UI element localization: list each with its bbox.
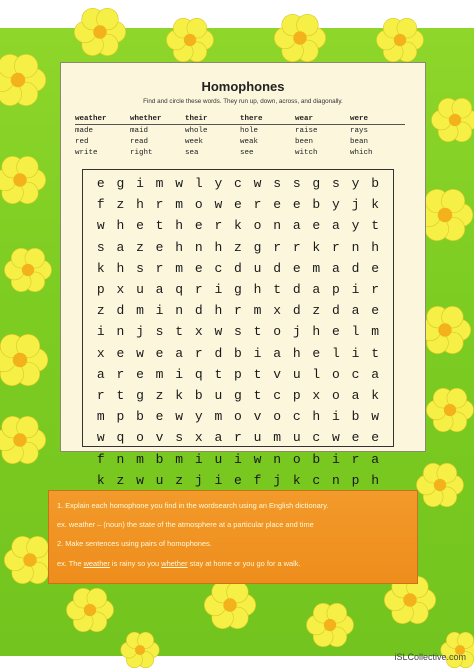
grid-row: [83, 448, 393, 469]
grid-letter: k: [312, 239, 321, 255]
grid-letter: r: [96, 387, 105, 403]
grid-letter: u: [253, 260, 262, 276]
grid-letter: c: [214, 260, 223, 276]
grid-letter: a: [351, 387, 360, 403]
grid-letter: x: [273, 303, 282, 319]
grid-letter: s: [292, 176, 301, 192]
grid-letter: j: [194, 472, 203, 488]
grid-letter: n: [273, 451, 282, 467]
grid-letter: h: [116, 218, 125, 234]
grid-letter: r: [234, 303, 242, 319]
grid-letter: u: [253, 430, 262, 446]
grid-letter: e: [194, 218, 203, 234]
word-cell: made: [75, 126, 94, 135]
grid-letter: r: [292, 239, 301, 255]
grid-letter: w: [214, 197, 223, 213]
grid-row: [83, 258, 393, 279]
word-cell: right: [130, 148, 153, 157]
grid-letter: u: [214, 451, 223, 467]
word-cell: see: [240, 148, 254, 157]
grid-letter: w: [214, 324, 223, 340]
word-list-table: [75, 113, 405, 158]
page-title: Homophones: [201, 79, 285, 94]
grid-letter: e: [273, 197, 282, 213]
grid-letter: r: [214, 218, 223, 234]
grid-letter: o: [292, 451, 301, 467]
grid-letter: l: [332, 345, 340, 361]
grid-letter: b: [234, 345, 242, 361]
grid-letter: h: [136, 197, 144, 213]
word-cell: weak: [240, 137, 259, 146]
word-cell: raise: [295, 126, 318, 135]
grid-row: [83, 427, 393, 448]
grid-letter: h: [175, 239, 184, 255]
grid-letter: o: [332, 387, 340, 403]
grid-letter: q: [194, 366, 203, 382]
grid-letter: a: [371, 451, 380, 467]
grid-letter: g: [116, 176, 125, 192]
grid-letter: o: [332, 366, 340, 382]
grid-letter: d: [214, 345, 223, 361]
word-cell: hole: [240, 126, 259, 135]
word-cell: whole: [185, 126, 208, 135]
grid-letter: r: [194, 282, 203, 298]
grid-letter: b: [371, 176, 380, 192]
grid-letter: t: [253, 324, 262, 340]
grid-letter: b: [312, 197, 321, 213]
grid-letter: m: [312, 260, 321, 276]
word-cell: red: [75, 137, 89, 146]
grid-letter: m: [175, 451, 184, 467]
grid-letter: e: [332, 324, 340, 340]
grid-letter: u: [292, 430, 301, 446]
word-cell: which: [350, 148, 373, 157]
grid-letter: a: [116, 239, 125, 255]
grid-letter: h: [116, 260, 125, 276]
grid-letter: w: [96, 218, 105, 234]
word-cell: sea: [185, 148, 199, 157]
grid-letter: m: [136, 451, 144, 467]
grid-letter: z: [312, 303, 321, 319]
grid-letter: i: [155, 303, 164, 319]
task-box: [48, 490, 418, 584]
grid-letter: i: [234, 451, 242, 467]
grid-letter: l: [312, 366, 321, 382]
grid-letter: t: [155, 218, 164, 234]
grid-letter: i: [351, 345, 360, 361]
example-text: ex. The: [57, 559, 84, 568]
grid-letter: f: [253, 472, 262, 488]
grid-letter: h: [312, 409, 321, 425]
grid-letter: z: [136, 239, 144, 255]
grid-letter: z: [116, 472, 125, 488]
grid-letter: s: [175, 430, 184, 446]
wordsearch-card: [60, 62, 426, 488]
grid-letter: n: [116, 451, 125, 467]
grid-letter: e: [292, 197, 301, 213]
grid-letter: a: [312, 282, 321, 298]
word-cell: witch: [295, 148, 318, 157]
grid-row: [83, 279, 393, 300]
grid-letter: w: [253, 451, 262, 467]
grid-letter: i: [332, 409, 340, 425]
grid-letter: d: [273, 260, 282, 276]
grid-letter: g: [136, 387, 144, 403]
grid-letter: t: [214, 366, 223, 382]
grid-letter: a: [273, 345, 282, 361]
grid-row: [83, 194, 393, 215]
grid-letter: i: [175, 366, 184, 382]
grid-letter: c: [292, 409, 301, 425]
word-cell: rays: [350, 126, 369, 135]
grid-letter: a: [351, 303, 360, 319]
grid-letter: a: [332, 218, 340, 234]
grid-letter: i: [96, 324, 105, 340]
grid-row: [83, 237, 393, 258]
grid-letter: t: [175, 324, 184, 340]
grid-letter: h: [214, 303, 223, 319]
grid-letter: m: [175, 197, 184, 213]
grid-letter: o: [234, 409, 242, 425]
grid-letter: x: [312, 387, 321, 403]
grid-letter: r: [371, 282, 380, 298]
instructions-text: Find and circle these words. They run up, down, across, and diagonally.: [143, 98, 343, 105]
grid-letter: w: [332, 430, 340, 446]
grid-letter: j: [351, 197, 360, 213]
grid-letter: f: [96, 451, 105, 467]
grid-letter: e: [371, 260, 380, 276]
task-1-example: ex. weather – (noun) the state of the atmosphere at a particular place and time: [57, 520, 314, 529]
example-text: stay at home or you go for a walk.: [187, 559, 301, 568]
grid-letter: d: [332, 303, 340, 319]
grid-letter: y: [214, 176, 223, 192]
grid-letter: o: [273, 324, 282, 340]
grid-letter: u: [155, 472, 164, 488]
grid-letter: r: [155, 197, 164, 213]
grid-letter: k: [96, 472, 105, 488]
word-cell: bean: [350, 137, 369, 146]
word-cell: maid: [130, 126, 149, 135]
grid-letter: i: [136, 176, 144, 192]
grid-letter: k: [96, 260, 105, 276]
grid-letter: e: [155, 239, 164, 255]
grid-letter: m: [371, 324, 380, 340]
grid-letter: e: [234, 197, 242, 213]
word-header: weather: [75, 113, 130, 125]
example-text: is rainy so you: [109, 559, 162, 568]
grid-letter: g: [234, 387, 242, 403]
grid-letter: t: [253, 366, 262, 382]
word-cell: week: [185, 137, 204, 146]
grid-letter: c: [234, 176, 242, 192]
grid-letter: s: [96, 239, 105, 255]
grid-letter: b: [351, 409, 360, 425]
grid-letter: l: [351, 324, 360, 340]
grid-letter: a: [371, 366, 380, 382]
grid-letter: c: [312, 472, 321, 488]
grid-letter: o: [253, 218, 262, 234]
grid-letter: p: [351, 472, 360, 488]
grid-letter: m: [214, 409, 223, 425]
grid-letter: v: [155, 430, 164, 446]
grid-letter: i: [214, 282, 223, 298]
word-row: [75, 136, 405, 147]
grid-letter: z: [175, 472, 184, 488]
grid-letter: z: [116, 197, 125, 213]
grid-letter: j: [273, 472, 282, 488]
grid-letter: p: [116, 409, 125, 425]
grid-letter: x: [116, 282, 125, 298]
grid-letter: e: [155, 409, 164, 425]
grid-letter: w: [371, 409, 380, 425]
grid-letter: e: [312, 345, 321, 361]
grid-letter: k: [234, 218, 242, 234]
grid-letter: r: [155, 260, 164, 276]
grid-letter: a: [155, 282, 164, 298]
grid-letter: m: [253, 303, 262, 319]
grid-letter: e: [292, 260, 301, 276]
grid-letter: y: [194, 409, 203, 425]
example-underlined-word: whether: [161, 559, 188, 568]
grid-letter: x: [194, 430, 203, 446]
grid-letter: w: [175, 409, 184, 425]
grid-letter: c: [273, 387, 282, 403]
grid-letter: h: [214, 239, 223, 255]
word-cell: read: [130, 137, 149, 146]
grid-letter: i: [351, 282, 360, 298]
grid-letter: e: [155, 345, 164, 361]
grid-letter: k: [371, 387, 380, 403]
grid-letter: n: [273, 218, 282, 234]
grid-letter: t: [116, 387, 125, 403]
grid-letter: d: [351, 260, 360, 276]
grid-letter: b: [194, 387, 203, 403]
grid-letter: e: [136, 366, 144, 382]
grid-letter: h: [253, 282, 262, 298]
grid-letter: d: [292, 282, 301, 298]
grid-letter: k: [292, 472, 301, 488]
grid-letter: r: [116, 366, 125, 382]
grid-letter: e: [194, 260, 203, 276]
grid-letter: t: [371, 218, 380, 234]
grid-letter: r: [332, 239, 340, 255]
grid-letter: w: [175, 176, 184, 192]
grid-letter: i: [214, 472, 223, 488]
grid-letter: v: [253, 409, 262, 425]
grid-letter: m: [96, 409, 105, 425]
word-header: there: [240, 113, 295, 125]
grid-letter: m: [273, 430, 282, 446]
grid-letter: w: [96, 430, 105, 446]
grid-letter: e: [96, 176, 105, 192]
grid-letter: r: [253, 197, 262, 213]
grid-letter: r: [351, 451, 360, 467]
grid-letter: g: [234, 282, 242, 298]
grid-letter: h: [292, 345, 301, 361]
grid-letter: n: [175, 303, 184, 319]
grid-letter: o: [194, 197, 203, 213]
grid-letter: m: [155, 366, 164, 382]
grid-letter: d: [234, 260, 242, 276]
watermark: iSLCollective.com: [394, 652, 466, 662]
grid-letter: a: [292, 218, 301, 234]
grid-letter: z: [155, 387, 164, 403]
grid-letter: w: [136, 345, 144, 361]
word-header: wear: [295, 113, 350, 125]
grid-letter: e: [351, 430, 360, 446]
grid-letter: v: [273, 366, 282, 382]
grid-letter: u: [214, 387, 223, 403]
letter-grid: [82, 169, 394, 488]
grid-letter: o: [136, 430, 144, 446]
grid-row: [83, 470, 393, 491]
grid-letter: d: [194, 303, 203, 319]
grid-letter: s: [155, 324, 164, 340]
grid-row: [83, 173, 393, 194]
grid-letter: a: [96, 366, 105, 382]
grid-letter: s: [273, 176, 282, 192]
grid-letter: a: [214, 430, 223, 446]
example-underlined-word: weather: [83, 559, 110, 568]
word-cell: write: [75, 148, 98, 157]
grid-letter: h: [175, 218, 184, 234]
grid-letter: a: [175, 345, 184, 361]
grid-letter: p: [292, 387, 301, 403]
grid-row: [83, 364, 393, 385]
grid-letter: s: [234, 324, 242, 340]
grid-letter: e: [371, 430, 380, 446]
word-cell: been: [295, 137, 314, 146]
grid-letter: e: [234, 472, 242, 488]
grid-row: [83, 300, 393, 321]
grid-letter: k: [175, 387, 184, 403]
grid-letter: j: [292, 324, 301, 340]
grid-letter: d: [116, 303, 125, 319]
grid-letter: l: [194, 176, 203, 192]
word-row: [75, 147, 405, 158]
grid-letter: p: [96, 282, 105, 298]
grid-letter: x: [96, 345, 105, 361]
grid-letter: h: [371, 239, 380, 255]
grid-letter: g: [312, 176, 321, 192]
grid-letter: b: [136, 409, 144, 425]
word-header: whether: [130, 113, 185, 125]
grid-row: [83, 406, 393, 427]
grid-letter: f: [96, 197, 105, 213]
grid-letter: q: [175, 282, 184, 298]
grid-letter: c: [351, 366, 360, 382]
grid-letter: m: [175, 260, 184, 276]
grid-letter: c: [312, 430, 321, 446]
grid-letter: b: [312, 451, 321, 467]
grid-letter: m: [155, 176, 164, 192]
grid-letter: j: [136, 324, 144, 340]
grid-letter: n: [116, 324, 125, 340]
grid-letter: x: [194, 324, 203, 340]
grid-letter: h: [371, 472, 380, 488]
grid-letter: i: [332, 451, 340, 467]
grid-letter: p: [234, 366, 242, 382]
grid-letter: y: [332, 197, 340, 213]
grid-letter: e: [371, 303, 380, 319]
grid-letter: s: [136, 260, 144, 276]
grid-letter: h: [312, 324, 321, 340]
grid-letter: t: [273, 282, 282, 298]
grid-letter: g: [253, 239, 262, 255]
word-header: their: [185, 113, 240, 125]
word-row: [75, 125, 405, 137]
grid-letter: i: [194, 451, 203, 467]
word-header: were: [350, 113, 405, 125]
grid-letter: z: [234, 239, 242, 255]
grid-letter: e: [116, 345, 125, 361]
grid-letter: r: [234, 430, 242, 446]
grid-letter: u: [136, 282, 144, 298]
grid-letter: u: [292, 366, 301, 382]
grid-letter: o: [273, 409, 282, 425]
grid-letter: d: [292, 303, 301, 319]
grid-letter: i: [253, 345, 262, 361]
grid-letter: r: [273, 239, 282, 255]
grid-letter: w: [136, 472, 144, 488]
grid-row: [83, 321, 393, 342]
grid-letter: n: [332, 472, 340, 488]
grid-letter: k: [371, 197, 380, 213]
grid-letter: t: [253, 387, 262, 403]
grid-row: [83, 343, 393, 364]
grid-row: [83, 215, 393, 236]
task-2-example: [57, 559, 301, 568]
task-1-text: 1. Explain each homophone you find in the wordsearch using an English dictionary.: [57, 501, 329, 510]
grid-letter: p: [332, 282, 340, 298]
task-2-text: 2. Make sentences using pairs of homophones.: [57, 539, 212, 548]
grid-row: [83, 385, 393, 406]
grid-letter: e: [312, 218, 321, 234]
grid-letter: z: [96, 303, 105, 319]
grid-letter: b: [155, 451, 164, 467]
grid-letter: t: [371, 345, 380, 361]
grid-letter: n: [194, 239, 203, 255]
grid-letter: e: [136, 218, 144, 234]
grid-letter: n: [351, 239, 360, 255]
grid-letter: q: [116, 430, 125, 446]
grid-letter: y: [351, 218, 360, 234]
grid-letter: y: [351, 176, 360, 192]
grid-letter: m: [136, 303, 144, 319]
grid-letter: a: [332, 260, 340, 276]
grid-letter: r: [194, 345, 203, 361]
grid-letter: w: [253, 176, 262, 192]
grid-letter: s: [332, 176, 340, 192]
